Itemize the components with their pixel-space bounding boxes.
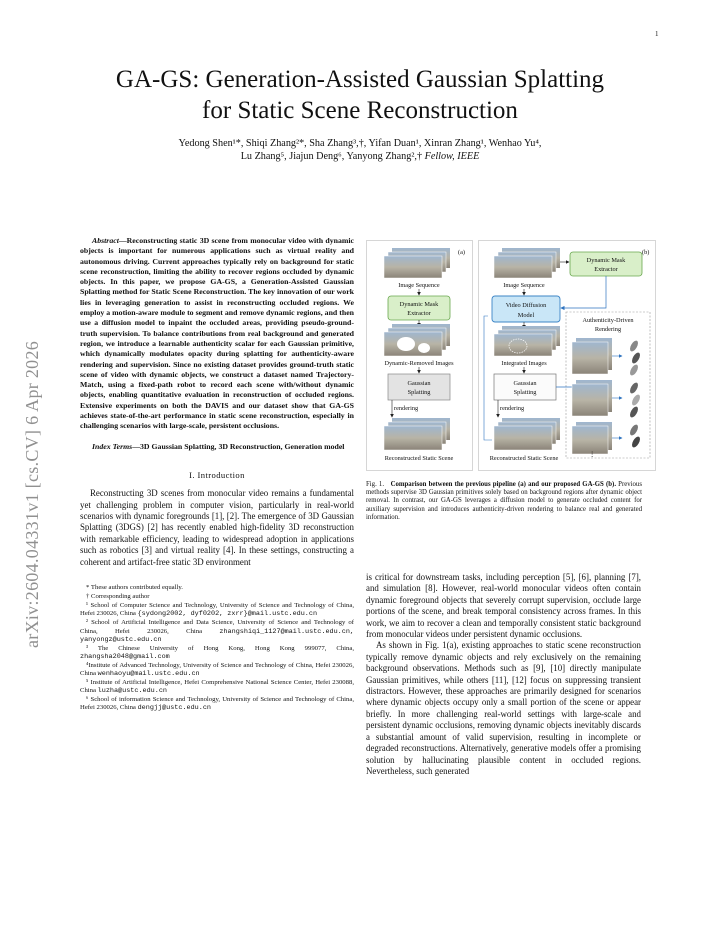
email-link[interactable]: wenhaoyu@mail.ustc.edu.cn: [97, 670, 200, 679]
title-line-2: for Static Scene Reconstruction: [202, 97, 518, 124]
authors-line-2: Lu Zhang⁵, Jiajun Deng⁶, Yanyong Zhang²,†: [240, 151, 425, 162]
footnote-aff-6: ⁶ School of information Science and Technology, University of Science and Technology of China, Hefei 230026, China dengjj@ustc.edu.cn: [80, 696, 354, 713]
gaussian-ellipses: [628, 339, 641, 448]
b-reconstructed-label: Reconstructed Static Scene: [489, 455, 559, 462]
auth-render-thumbnail: [572, 384, 608, 416]
caption-bold: Comparison between the previous pipeline (a) and our proposed GA-GS (b).: [390, 481, 617, 488]
a-mask-label-2: Extractor: [407, 310, 431, 317]
footnote-aff-4: ⁴Institute of Advanced Technology, University of Science and Technology of China, Hefei 230026, China wenhaoyu@mail.ustc.edu.cn: [80, 661, 354, 679]
authors-line-1: Yedong Shen¹*, Shiqi Zhang²*, Sha Zhang³,†, Yifan Duan¹, Xinran Zhang¹, Wenhao Yu⁴,: [178, 138, 542, 149]
b-gaussian-splatting-box: [494, 374, 556, 400]
abstract: [80, 236, 354, 432]
ellipsis-icon: ⋮: [588, 451, 596, 458]
footnote-aff-2: ² School of Artificial Intelligence and Data Science, University of Science and Technology of China, Hefei 230026, China zhangshiqi_1127@mail.ustc.edu.cn, yanyongz@ustc.edu.cn: [80, 619, 354, 644]
integrated-thumbnail: [494, 334, 552, 356]
gaussian-primitive: [628, 423, 639, 436]
email-link[interactable]: dengjj@ustc.edu.cn: [137, 704, 211, 713]
gaussian-primitive: [628, 381, 639, 394]
a-image-sequence-label: Image Sequence: [398, 282, 440, 289]
a-dynamic-removed-label: Dynamic-Removed Images: [384, 360, 454, 367]
email-link[interactable]: luzha@ustc.edu.cn: [97, 687, 167, 696]
caption-label: Fig. 1.: [366, 481, 385, 488]
gaussian-primitive: [628, 339, 639, 352]
arxiv-watermark: arXiv:2604.04331v1 [cs.CV] 6 Apr 2026: [22, 340, 42, 648]
email-link[interactable]: {sydong2002, dyf0202, zxrr}@mail.ustc.edu.cn: [137, 610, 318, 619]
a-gs-label-2: Splatting: [407, 389, 431, 396]
a-gs-label-1: Gaussian: [407, 380, 431, 387]
a-gaussian-splatting-box: [388, 374, 450, 400]
intro-paragraph-1: Reconstructing 3D scenes from monocular video remains a fundamental yet challenging problem in computer vision, particularly in real-world scenarios with dynamic foregrounds [1], [2]. The emergence of 3D Gaussian Splatting (3DGS) [2] has recently enabled high-fidelity 3D reconstruction with remarkable efficiency, leading to widespread adoption in applications such as robotics [3] and virtual reality [4]. In these settings, constructing a coherent and artifact-free static 3D environment: [80, 488, 354, 567]
b-gs-label-2: Splatting: [513, 389, 537, 396]
b-rendering-label: rendering: [500, 405, 525, 412]
page-number: 1: [655, 30, 659, 38]
panel-a-label: (a): [458, 249, 465, 256]
b-auth-label-1: Authenticity-Driven: [582, 317, 634, 324]
footnotes: [80, 584, 354, 712]
index-terms: [80, 442, 354, 452]
panel-b: [484, 248, 650, 462]
author-list: [90, 137, 630, 163]
b-gs-label-1: Gaussian: [513, 380, 537, 387]
paper-title: [60, 64, 660, 126]
auth-render-thumbnail: [572, 342, 608, 374]
gaussian-primitive: [630, 393, 641, 406]
b-auth-label-2: Rendering: [594, 326, 622, 333]
right-paragraph-2: As shown in Fig. 1(a), existing approaches to static scene reconstruction typically remove dynamic objects and rely exclusively on the remaining background observations. Methods such as [9], [10] directly manipulate Gaussian primitives, while others [11], [12] focus on suppressing transient distractors. However, these approaches are primarily designed for scenarios where dynamic objects occupy only a small portion of the scene or appear briefly. In more challenging real-world settings with large-scale and persistent dynamic occlusions, removing dynamic objects inevitably discards a substantial amount of valid supervision, resulting in incomplete or degraded reconstructions. Alternatively, generative models offer a promising solution by hallucinating plausible content in occluded regions. Nevertheless, such generated: [366, 640, 641, 776]
b-image-sequence-label: Image Sequence: [503, 282, 545, 289]
email-link[interactable]: zhangshiqi_1127@mail.ustc.edu.cn, yanyongz@ustc.edu.cn: [80, 627, 354, 644]
reconstructed-thumbnail: [494, 426, 552, 450]
figure-caption: [366, 481, 642, 522]
footnote-aff-5: ⁵ Institute of Artificial Intelligence, Hefei Comprehensive National Science Center, Hefei 230088, China luzha@ustc.edu.cn: [80, 679, 354, 696]
index-terms-lead: Index Terms: [92, 441, 133, 451]
panel-b-label: (b): [642, 249, 650, 256]
footnote-equal: * These authors contributed equally.: [86, 584, 183, 592]
left-column: [80, 236, 354, 713]
b-integrated-label: Integrated Images: [501, 360, 547, 367]
gaussian-primitive: [628, 363, 639, 376]
authors-fellow: Fellow, IEEE: [424, 151, 480, 162]
section-heading: I. Introduction: [189, 469, 245, 480]
gaussian-primitive: [630, 351, 641, 364]
b-mask-label-2: Extractor: [594, 266, 618, 273]
b-vdm-label-1: Video Diffusion: [505, 302, 547, 309]
a-rendering-label: rendering: [394, 405, 419, 412]
footnote-corresponding: † Corresponding author: [86, 593, 150, 601]
a-reconstructed-label: Reconstructed Static Scene: [384, 455, 454, 462]
index-terms-body: —3D Gaussian Splatting, 3D Reconstruction, Generation model: [132, 441, 345, 451]
gaussian-primitive: [628, 405, 639, 418]
figure-1: [366, 240, 656, 472]
image-sequence-thumbnail: [494, 256, 552, 278]
b-vdm-label-2: Model: [517, 312, 535, 319]
a-mask-label-1: Dynamic Mask: [399, 301, 439, 308]
title-line-1: GA-GS: Generation-Assisted Gaussian Splatting: [115, 66, 605, 93]
panel-a: [384, 248, 454, 462]
footnote-aff-3: ³ The Chinese University of Hong Kong, Hong Kong 999077, China, zhangsha2048@gmail.com: [80, 644, 354, 661]
reconstructed-thumbnail: [384, 426, 442, 450]
auth-render-thumbnail: [572, 426, 608, 454]
image-sequence-thumbnail: [384, 256, 442, 278]
footnote-aff-1: ¹ School of Computer Science and Technology, University of Science and Technology of China, Hefei 230026, China {sydong2002, dyf0202, zxrr}@mail.ustc.edu.cn: [80, 602, 354, 619]
abstract-lead: Abstract: [92, 236, 119, 245]
right-column: [366, 572, 641, 777]
caption-rest: Previous methods supervise 3D Gaussian primitives solely based on background regions after dynamic object removal. In contrast, our GA-GS leverages a diffusion model to generate occluded content for auxiliary supervision and introduces authenticity-driven rendering to balance real and generated information.: [366, 481, 642, 521]
removed-region: [397, 337, 415, 351]
right-paragraph-1: is critical for downstream tasks, including perception [5], [6], planning [7], and simulation [8]. However, real-world monocular videos often contain dynamic foreground objects that severely corrupt supervision, occlude large portions of the scene, and break temporal consistency across frames. In this work, we aim to recover a clean and temporally consistent static background from monocular videos under persistent dynamic occlusions.: [366, 572, 641, 640]
b-mask-label-1: Dynamic Mask: [586, 257, 626, 264]
removed-region: [418, 343, 430, 353]
gaussian-primitive: [630, 435, 641, 448]
email-link[interactable]: zhangsha2048@gmail.com: [80, 652, 170, 661]
abstract-body: —Reconstructing static 3D scene from monocular video with dynamic objects is important for numerous applications such as virtual reality and autonomous driving. Current approaches typically rely on background for static scene reconstruction, limiting the ability to recover regions occluded by dynamic objects. In this paper, we propose GA-GS, a Generation-Assisted Gaussian Splatting method for Static Scene Reconstruction. The key innovation of our work lies in leveraging generation to assist in reconstructing occluded regions. We employ a motion-aware module to segment and remove dynamic regions, and then use a diffusion model to inpaint the occluded areas, providing pseudo-ground-truth supervision. To balance contributions from real background and generated region, we introduce a learnable authenticity scalar for each Gaussian primitive, which dynamically modulates opacity during splatting for authenticity-aware rendering and supervision. Since no existing dataset provides ground-truth static scene of video with dynamic objects, we construct a dataset named Trajectory-Match, using a fixed-path robot to record each scene with/without dynamic objects, enabling quantitative evaluation in reconstruction of occluded regions. Extensive experiments on both the DAVIS and our dataset show that GA-GS achieves state-of-the-art performance in static scene reconstruction, especially in challenging scenarios with large-scale, persistent occlusions.: [80, 236, 354, 431]
